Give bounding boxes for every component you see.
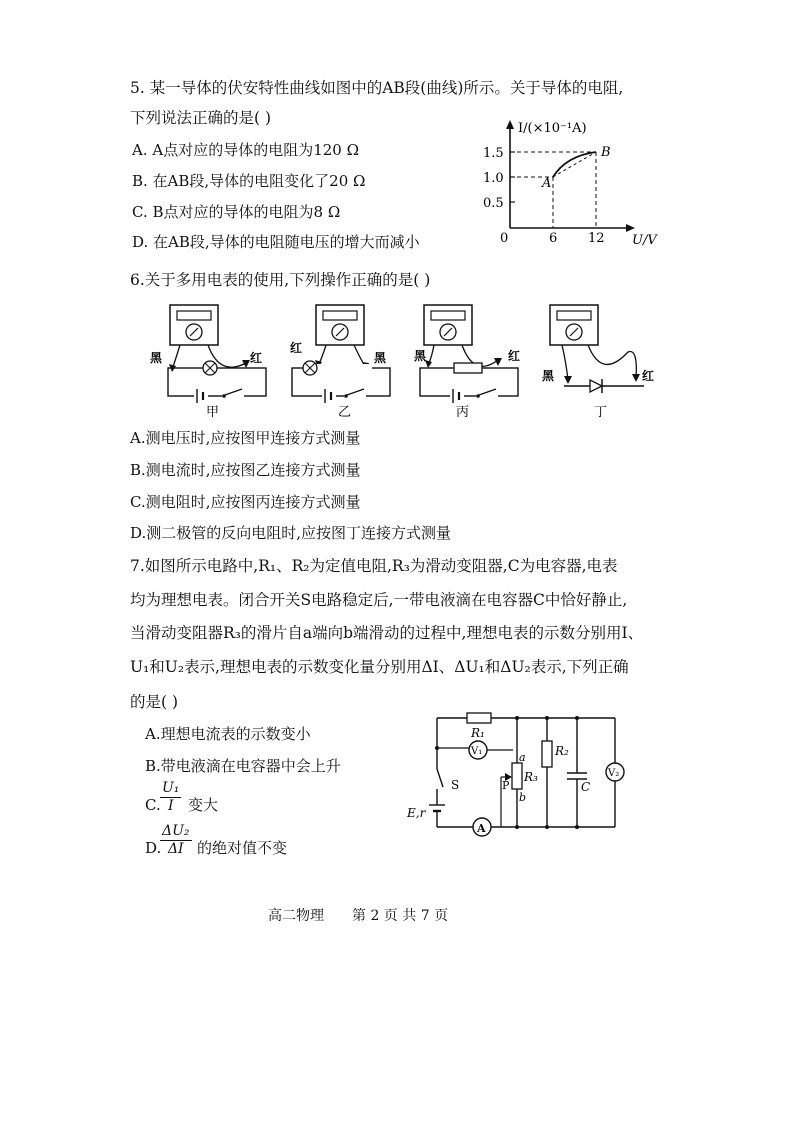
- q7-stem-line5: 的是( ): [130, 693, 179, 711]
- q6-option-b: B.测电流时,应按图乙连接方式测量: [130, 461, 361, 479]
- origin-label: 0: [500, 231, 509, 246]
- diode-icon: [590, 380, 602, 392]
- switch-label: S: [451, 778, 460, 792]
- footer-page-number: 第 2 页 共 7 页: [352, 908, 449, 924]
- point-a-label: A: [542, 176, 552, 191]
- r2-resistor: [542, 741, 552, 767]
- figure-caption: 丁: [594, 405, 608, 418]
- lead-label-right: 红: [250, 351, 263, 365]
- q7-stem-line4: U₁和U₂表示,理想电表的示数变化量分别用ΔI、ΔU₁和ΔU₂表示,下列正确: [130, 658, 629, 676]
- q7-option-d-suffix: 的绝对值不变: [197, 839, 288, 857]
- x-tick-6: 6: [549, 231, 558, 246]
- y-axis-label: I/(×10⁻¹A): [518, 121, 587, 136]
- figure-caption: 乙: [338, 405, 352, 418]
- q5-iv-graph: [480, 112, 680, 247]
- y-axis-arrow: [506, 120, 514, 129]
- terminal-a-label: a: [519, 751, 526, 764]
- y-tick-1-5: 1.5: [483, 146, 504, 161]
- r1-resistor: [467, 713, 491, 723]
- r3-label: R₃: [524, 770, 538, 784]
- r2-label: R₂: [555, 744, 569, 758]
- lead-label-left: 黑: [150, 351, 163, 365]
- lead-label-left: 黑: [542, 369, 555, 383]
- x-tick-12: 12: [588, 231, 605, 246]
- q7-circuit-diagram: [405, 705, 630, 840]
- q5-stem-line1: 5. 某一导体的伏安特性曲线如图中的AB段(曲线)所示。关于导体的电阻,: [130, 79, 624, 97]
- fraction-numerator: U₁: [162, 780, 180, 796]
- q6-option-d: D.测二极管的反向电阻时,应按图丁连接方式测量: [130, 524, 452, 542]
- q7-option-c-suffix: 变大: [188, 796, 219, 814]
- q6-figure-jia: [150, 300, 275, 418]
- q5-option-b: B. 在AB段,导体的电阻变化了20 Ω: [132, 172, 366, 190]
- q6-figure-bing: [414, 300, 539, 418]
- q6-figure-yi: [282, 300, 407, 418]
- q5-option-c: C. B点对应的导体的电阻为8 Ω: [132, 203, 341, 221]
- fraction-numerator: ΔU₂: [162, 823, 190, 839]
- footer-subject: 高二物理: [268, 908, 324, 924]
- figure-caption: 丙: [456, 405, 470, 418]
- y-tick-1-0: 1.0: [483, 171, 504, 186]
- point-b-label: B: [601, 145, 611, 160]
- figure-caption: 甲: [206, 405, 220, 418]
- switch-blade: [437, 769, 443, 787]
- lead-label-left: 黑: [414, 349, 427, 363]
- v2-label: V₂: [608, 768, 620, 779]
- resistor-icon: [454, 363, 482, 373]
- x-axis-label: U/V: [632, 233, 657, 247]
- q7-option-c-prefix: C.: [145, 796, 161, 814]
- q6-figure-ding: [540, 300, 670, 418]
- q7-option-d-prefix: D.: [145, 839, 162, 857]
- source-label: E,r: [407, 806, 426, 820]
- q7-option-c-fraction: [160, 780, 181, 815]
- fraction-denominator: I: [167, 798, 174, 814]
- q7-option-b: B.带电液滴在电容器中会上升: [145, 757, 341, 775]
- fraction-denominator: ΔI: [167, 841, 184, 857]
- ammeter-label: A: [477, 822, 486, 835]
- q7-stem-line1: 7.如图所示电路中,R₁、R₂为定值电阻,R₃为滑动变阻器,C为电容器,电表: [130, 557, 618, 575]
- q5-stem-line2: 下列说法正确的是( ): [130, 109, 272, 127]
- q5-option-a: A. A点对应的导体的电阻为120 Ω: [132, 141, 360, 159]
- q7-stem-line2: 均为理想电表。闭合开关S电路稳定后,一带电液滴在电容器C中恰好静止,: [130, 591, 628, 609]
- slider-p-label: P: [502, 779, 510, 792]
- q7-option-d-fraction: [160, 823, 192, 858]
- lead-label-right: 黑: [374, 351, 387, 365]
- terminal-b-label: b: [519, 791, 527, 804]
- q6-option-c: C.测电阻时,应按图丙连接方式测量: [130, 493, 361, 511]
- lead-label-right: 红: [508, 349, 521, 363]
- lead-label-right: 红: [642, 369, 655, 383]
- r3-rheostat: [512, 763, 522, 789]
- q6-option-a: A.测电压时,应按图甲连接方式测量: [130, 429, 361, 447]
- q7-stem-line3: 当滑动变阻器R₃的滑片自a端向b端滑动的过程中,理想电表的示数分别用I、: [130, 624, 644, 642]
- lead-label-left: 红: [290, 341, 303, 355]
- v1-label: V₁: [471, 746, 483, 757]
- r1-label: R₁: [471, 726, 485, 740]
- q6-stem: 6.关于多用电表的使用,下列操作正确的是( ): [130, 271, 431, 289]
- x-axis-arrow: [626, 224, 635, 232]
- q5-option-d: D. 在AB段,导体的电阻随电压的增大而减小: [132, 233, 420, 251]
- q7-option-a: A.理想电流表的示数变小: [145, 725, 311, 743]
- capacitor-label: C: [581, 780, 591, 794]
- y-tick-0-5: 0.5: [483, 196, 504, 211]
